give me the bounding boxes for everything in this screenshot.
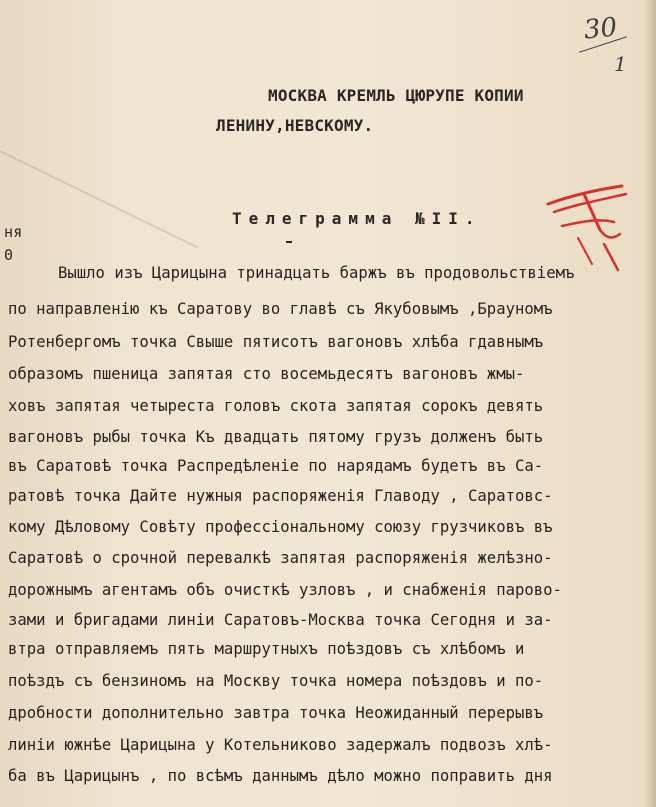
body-line: линiи южнѣе Царицына у Котельниково задержалъ подвозъ хлѣ- bbox=[8, 736, 553, 754]
paper-fold-shadow bbox=[0, 150, 198, 248]
archive-sheet-number: 1 bbox=[614, 52, 627, 76]
body-line: кому Дѣловому Совѣту профессiональному союзу грузчиковъ въ bbox=[8, 518, 553, 536]
body-line: дробности дополнительно завтра точка Неожиданный перерывъ bbox=[8, 704, 544, 722]
telegram-title: Телеграмма №II. bbox=[232, 209, 482, 228]
body-line: ховъ запятая четыреста головъ скота запятая сорокъ девять bbox=[8, 397, 544, 415]
body-line: по направленiю къ Саратову во главѣ съ Якубовымъ ,Брауномъ bbox=[8, 300, 553, 318]
body-line: Вышло изъ Царицына тринадцать баржъ въ продовольствiемъ bbox=[58, 264, 575, 282]
margin-fragment-2: 0 bbox=[4, 246, 14, 264]
address-line: МОСКВА КРЕМЛЬ ЦЮРУПЕ КОПИИ bbox=[268, 86, 524, 105]
body-line: поѣздъ съ бензиномъ на Москву точка номера поѣздовъ и по- bbox=[8, 672, 544, 690]
title-dash bbox=[286, 241, 292, 243]
recipients-line: ЛЕНИНУ,НЕВСКОМУ. bbox=[216, 116, 374, 135]
body-line: дорожнымъ агентамъ объ очисткѣ узловъ , и снабженiя парово- bbox=[8, 581, 562, 599]
body-line: образомъ пшеница запятая сто восемьдесятъ вагоновъ жмы- bbox=[8, 365, 525, 383]
body-line: ба въ Царицынъ , по всѣмъ даннымъ дѣло можно поправить дня bbox=[8, 767, 553, 785]
body-line: ратовѣ точка Дайте нужныя распоряженiя Главоду , Саратовс- bbox=[8, 487, 553, 505]
red-pencil-mark-icon bbox=[540, 182, 630, 272]
archive-page-number: 30 bbox=[582, 12, 619, 46]
body-line: втра отправляемъ пять маршрутныхъ поѣздовъ съ хлѣбомъ и bbox=[8, 640, 525, 658]
body-line: въ Саратовѣ точка Распредѣленiе по нарядамъ будетъ въ Са- bbox=[8, 457, 544, 475]
body-line: зами и бригадами линiи Саратовъ-Москва точка Сегодня и за- bbox=[8, 611, 553, 629]
body-line: вагоновъ рыбы точка Къ двадцать пятому грузъ долженъ быть bbox=[8, 428, 544, 446]
body-line: Саратовѣ о срочной перевалкѣ запятая распоряженiя желѣзно- bbox=[8, 549, 553, 567]
body-line: Ротенбергомъ точка Свыше пятисотъ вагоновъ хлѣба гдавнымъ bbox=[8, 333, 544, 351]
margin-fragment-1: ня bbox=[4, 223, 23, 241]
page-edge-shadow bbox=[644, 0, 656, 807]
